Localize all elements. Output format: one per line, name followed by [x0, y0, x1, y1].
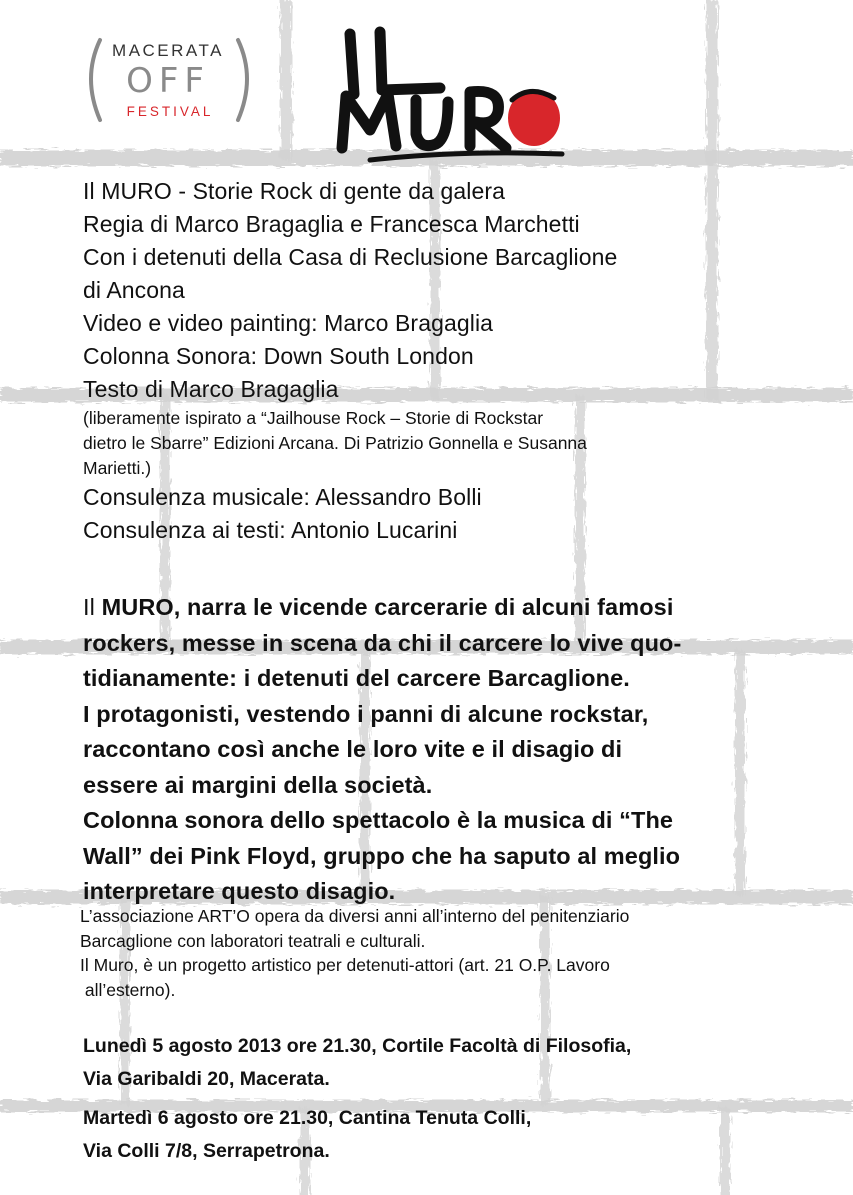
credit-line: Consulenza ai testi: Antonio Lucarini [83, 517, 458, 543]
logo-letter-u [416, 100, 448, 146]
association-line: Il Muro, è un progetto artistico per detenuti-attori (art. 21 O.P. Lavoro [80, 955, 610, 975]
description-block [83, 590, 803, 910]
credit-line: Video e video painting: Marco Bragaglia [83, 310, 494, 336]
event-date-2-line-2: Via Colli 7/8, Serrapetrona. [83, 1140, 330, 1162]
event-date-1-line-1: Lunedì 5 agosto 2013 ore 21.30, Cortile Facoltà di Filosofia, [83, 1035, 632, 1057]
description-line [83, 590, 803, 626]
credit-note-line: dietro le Sbarre” Edizioni Arcana. Di Patrizio Gonnella e Susanna [83, 433, 587, 453]
credit-line: di Ancona [83, 277, 185, 303]
logo-off-text: OFF [126, 61, 210, 101]
credit-line: Con i detenuti della Casa di Reclusione Barcaglione [83, 244, 618, 270]
description-prefix: Il [83, 594, 102, 620]
description-line: Colonna sonora dello spettacolo è la musica di “The [83, 807, 674, 833]
association-line: Barcaglione con laboratori teatrali e culturali. [80, 930, 426, 951]
description-line: tidianamente: i detenuti del carcere Barcaglione. [83, 665, 630, 691]
logo-right-bracket [238, 40, 247, 120]
description-first-rest: , narra le vicende carcerarie di alcuni famosi [173, 594, 674, 620]
macerata-off-festival-logo [78, 30, 258, 128]
credit-line: Consulenza musicale: Alessandro Bolli [83, 484, 482, 510]
credits-block [83, 175, 803, 547]
description-line: essere ai margini della società. [83, 771, 433, 798]
event-dates-block [83, 1030, 823, 1168]
logo-letter-m [342, 94, 396, 148]
event-date-1-line-2: Via Garibaldi 20, Macerata. [83, 1068, 330, 1090]
event-date-2-line-1: Martedì 6 agosto ore 21.30, Cantina Tenuta Colli, [83, 1107, 532, 1129]
credit-line: Testo di Marco Bragaglia [83, 376, 339, 402]
description-line: I protagonisti, vestendo i panni di alcune rockstar, [83, 700, 649, 727]
association-block [80, 904, 820, 1002]
description-line: rockers, messe in scena da chi il carcere lo vive quo- [83, 629, 682, 656]
description-title: MURO [101, 594, 174, 620]
il-muro-logo [330, 22, 575, 167]
logo-festival-text: FESTIVAL [126, 104, 214, 119]
association-line: all’esterno). [80, 979, 176, 1000]
credit-line: Regia di Marco Bragaglia e Francesca Marchetti [83, 211, 580, 237]
credit-note-line: Marietti.) [83, 458, 152, 478]
description-line: raccontano così anche le loro vite e il disagio di [83, 736, 623, 762]
logo-left-bracket [91, 40, 100, 120]
logo-letter-o [508, 90, 560, 146]
description-line: interpretare questo disagio. [83, 878, 396, 904]
logo-letter-r [470, 91, 506, 148]
association-line: L’associazione ART’O opera da diversi anni all’interno del penitenziario [80, 906, 630, 926]
logo-letter-l [380, 32, 440, 90]
logo-macerata-text: MACERATA [112, 41, 224, 60]
logo-letter-i [350, 34, 354, 94]
credit-line: Colonna Sonora: Down South London [83, 343, 474, 369]
description-line: Wall” dei Pink Floyd, gruppo che ha saputo al meglio [83, 842, 681, 869]
credit-line: Il MURO - Storie Rock di gente da galera [83, 178, 506, 204]
credit-note-line: (liberamente ispirato a “Jailhouse Rock – Storie di Rockstar [83, 408, 544, 428]
logo-underline [370, 153, 562, 160]
